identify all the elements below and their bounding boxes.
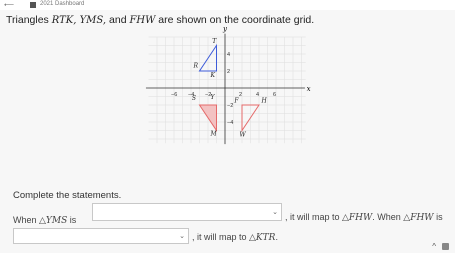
axes	[146, 25, 311, 144]
point-label-h: H	[261, 97, 267, 105]
point-label-k: K	[210, 71, 216, 79]
statement-1-end: , it will map to △FHW. When △FHW is	[285, 212, 443, 223]
point-label-f: F	[234, 97, 239, 105]
app-icon	[30, 2, 36, 8]
x-axis-label: x	[306, 85, 311, 93]
chevron-down-icon: ⌄	[272, 209, 278, 216]
x-tick-label: 2	[239, 92, 243, 98]
y-tick-label: 2	[227, 69, 231, 75]
statement-1-start: When △YMS is	[13, 215, 77, 226]
x-tick-label: −6	[171, 92, 178, 98]
transformation-dropdown-2[interactable]	[13, 228, 189, 244]
top-bar	[0, 0, 455, 10]
tick-labels	[171, 52, 276, 126]
system-tray	[432, 242, 449, 251]
back-icon[interactable]: ⟵	[4, 2, 15, 9]
tray-arrow-icon[interactable]: ^	[432, 242, 436, 251]
y-tick-label: 4	[227, 52, 231, 58]
y-tick-label: −4	[227, 120, 234, 126]
instructions: Complete the statements.	[13, 190, 122, 201]
point-label-r: R	[193, 62, 199, 70]
coordinate-grid	[140, 25, 311, 160]
x-tick-label: −4	[188, 92, 195, 98]
y-tick-label: −2	[227, 103, 234, 109]
notification-icon[interactable]	[442, 243, 449, 250]
chevron-down-icon: ⌄	[179, 233, 185, 240]
point-label-t: T	[212, 37, 217, 45]
transformation-dropdown-1[interactable]	[92, 203, 282, 221]
question-text: Triangles RTK, YMS, and FHW are shown on the coordinate grid.	[6, 14, 315, 26]
point-label-y: Y	[210, 94, 215, 102]
point-label-w: W	[239, 131, 246, 139]
point-label-m: M	[210, 130, 217, 138]
statement-2-end: , it will map to △KTR.	[192, 232, 278, 243]
y-axis-label: y	[223, 25, 227, 34]
x-tick-label: 4	[256, 92, 260, 98]
point-label-s: S	[191, 94, 196, 102]
x-tick-label: 6	[273, 92, 277, 98]
window-title: 2021 Dashboard	[40, 1, 85, 7]
x-tick-label: −2	[205, 92, 212, 98]
